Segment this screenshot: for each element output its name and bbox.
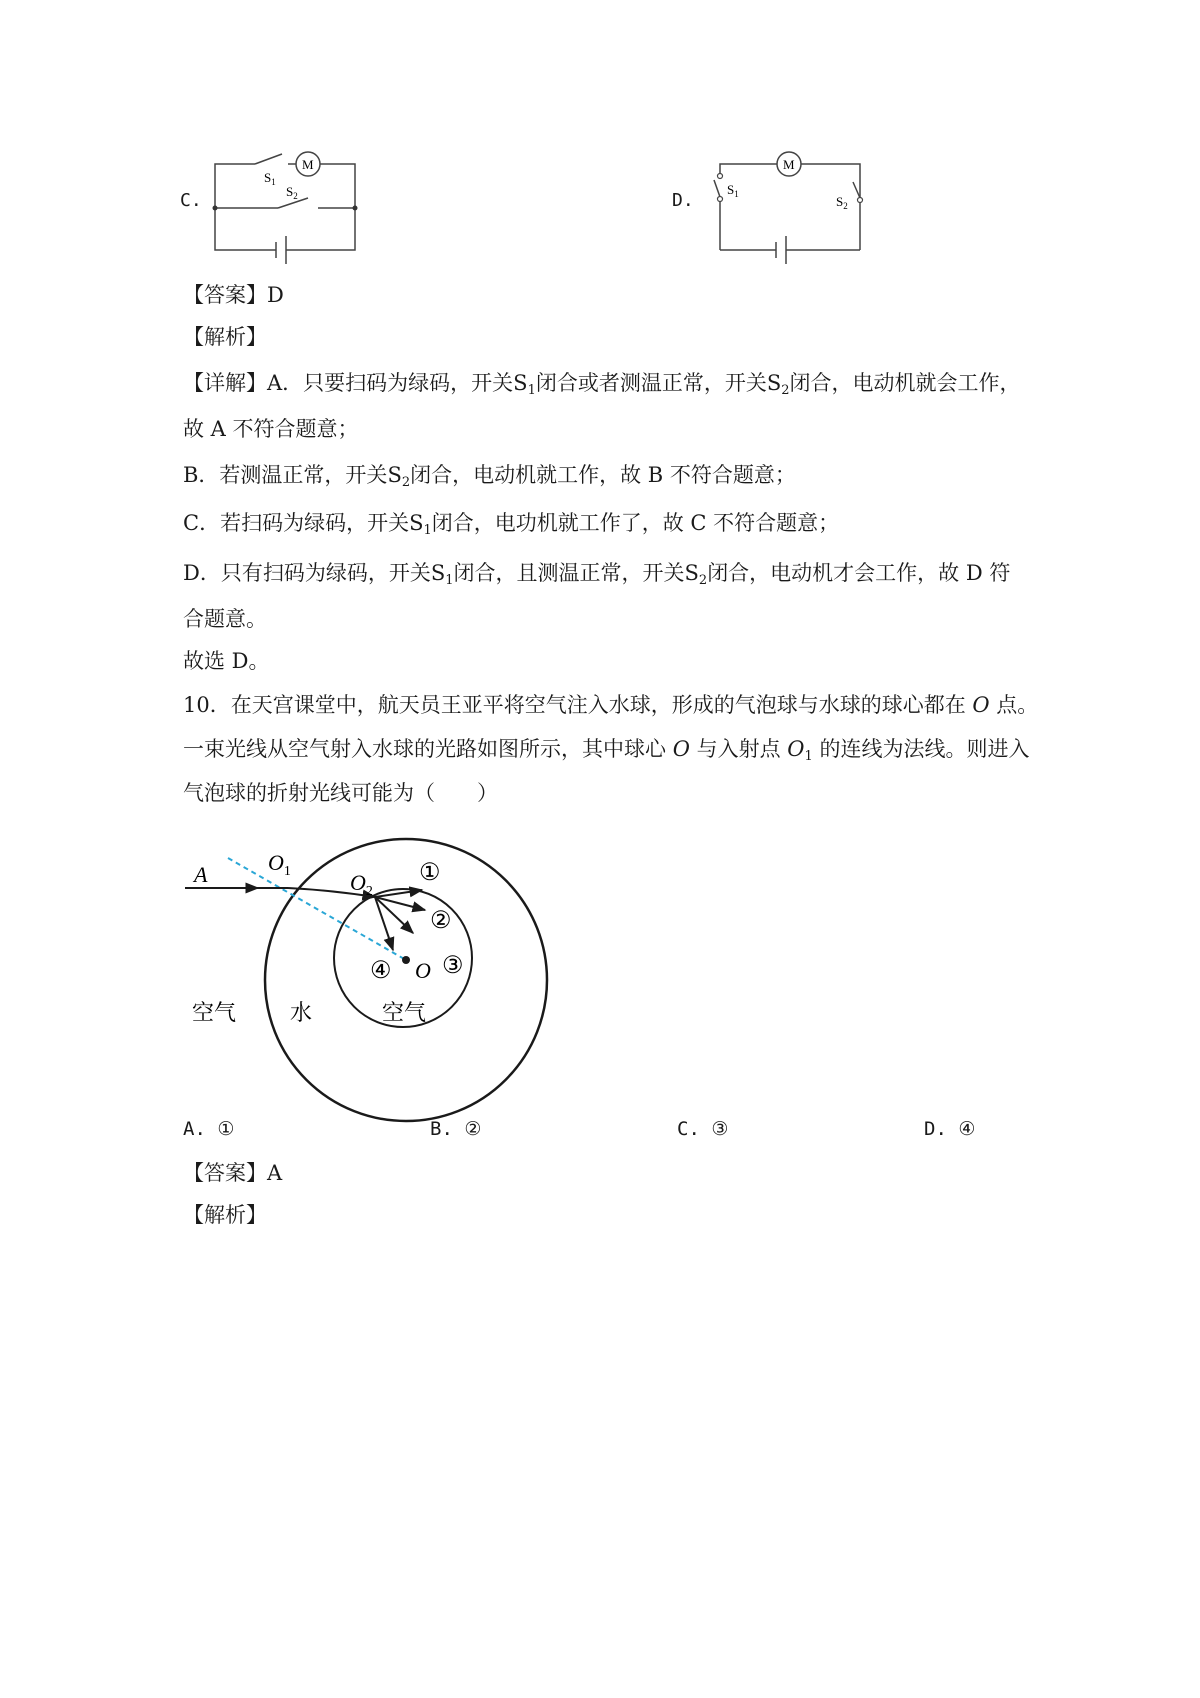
circuit-d-motor: M — [783, 157, 795, 172]
q9-detail-b: B．若测温正常，开关$S_2$闭合，电动机就工作，故 B 不符合题意； — [183, 463, 796, 490]
center-point — [402, 956, 410, 964]
label-air-outer: 空气 — [192, 1000, 237, 1025]
q9-answer — [183, 280, 284, 310]
label-O: O — [415, 958, 431, 983]
answer-value: A — [267, 1161, 283, 1185]
circuit-d-diagram — [710, 140, 870, 265]
label-A: A — [194, 862, 208, 887]
circuit-d-s1: $S_1$ — [727, 182, 739, 199]
label-ray-4: ④ — [370, 958, 392, 984]
q9-detail-d-line1: D．只有扫码为绿码，开关$S_1$闭合，且测温正常，开关$S_2$闭合，电动机才会工作，故 D 符 — [183, 561, 1011, 588]
option-c: C. ③ — [677, 1118, 729, 1140]
circuit-c-s2: $S_2$ — [286, 184, 298, 201]
circuit-d-s2: $S_2$ — [836, 194, 848, 211]
q10-stem-line1: 10．在天宫课堂中，航天员王亚平将空气注入水球，形成的气泡球与水球的球心都在 O 点。 — [183, 693, 1039, 717]
q9-conclusion: 故选 D。 — [183, 649, 270, 673]
label-O1: $O_1$ — [268, 850, 291, 879]
option-d: D. ④ — [924, 1118, 976, 1140]
q9-detail-a-line2: 故 A 不符合题意； — [183, 417, 359, 441]
circuit-c-s1: $S_1$ — [264, 170, 276, 187]
label-ray-1: ① — [419, 860, 441, 886]
circuit-c-label: C. — [180, 190, 202, 211]
detail-tag: 【详解】 — [183, 371, 267, 395]
q10-stem-line2: 一束光线从空气射入水球的光路如图所示，其中球心 O 与入射点 $O_1$ 的连线为法线。则进入 — [183, 737, 1030, 764]
q9-detail-d-line2: 合题意。 — [183, 607, 267, 631]
q9-analysis-tag — [183, 322, 267, 352]
circuit-c-diagram — [210, 140, 380, 265]
label-ray-3: ③ — [442, 953, 464, 979]
label-air-inner: 空气 — [382, 1000, 427, 1025]
option-a: A. ① — [183, 1118, 235, 1140]
q9-detail-a-line1: 【详解】A．只要扫码为绿码，开关$S_1$闭合或者测温正常，开关$S_2$闭合，电动机就会工作， — [183, 371, 1021, 398]
label-O2: $O_2$ — [350, 870, 373, 899]
option-b: B. ② — [430, 1118, 482, 1140]
label-water: 水 — [290, 1000, 313, 1025]
answer-value: D — [267, 283, 284, 307]
answer-tag: 【答案】 — [183, 283, 267, 307]
q10-analysis-tag: 【解析】 — [183, 1203, 267, 1227]
q9-detail-c: C．若扫码为绿码，开关$S_1$闭合，电功机就工作了，故 C 不符合题意； — [183, 511, 840, 538]
water-sphere — [265, 839, 547, 1121]
q10-optics-figure — [180, 830, 570, 1130]
analysis-tag: 【解析】 — [183, 325, 267, 349]
circuit-d — [672, 140, 872, 265]
q10-answer — [183, 1158, 282, 1188]
label-ray-2: ② — [430, 908, 452, 934]
circuit-d-label: D. — [672, 190, 694, 211]
ray-1 — [375, 890, 422, 897]
q10-stem-line3: 气泡球的折射光线可能为（ ） — [183, 781, 498, 805]
answer-tag: 【答案】 — [183, 1161, 267, 1185]
circuit-c-motor: M — [302, 157, 314, 172]
circuit-c — [180, 140, 380, 265]
